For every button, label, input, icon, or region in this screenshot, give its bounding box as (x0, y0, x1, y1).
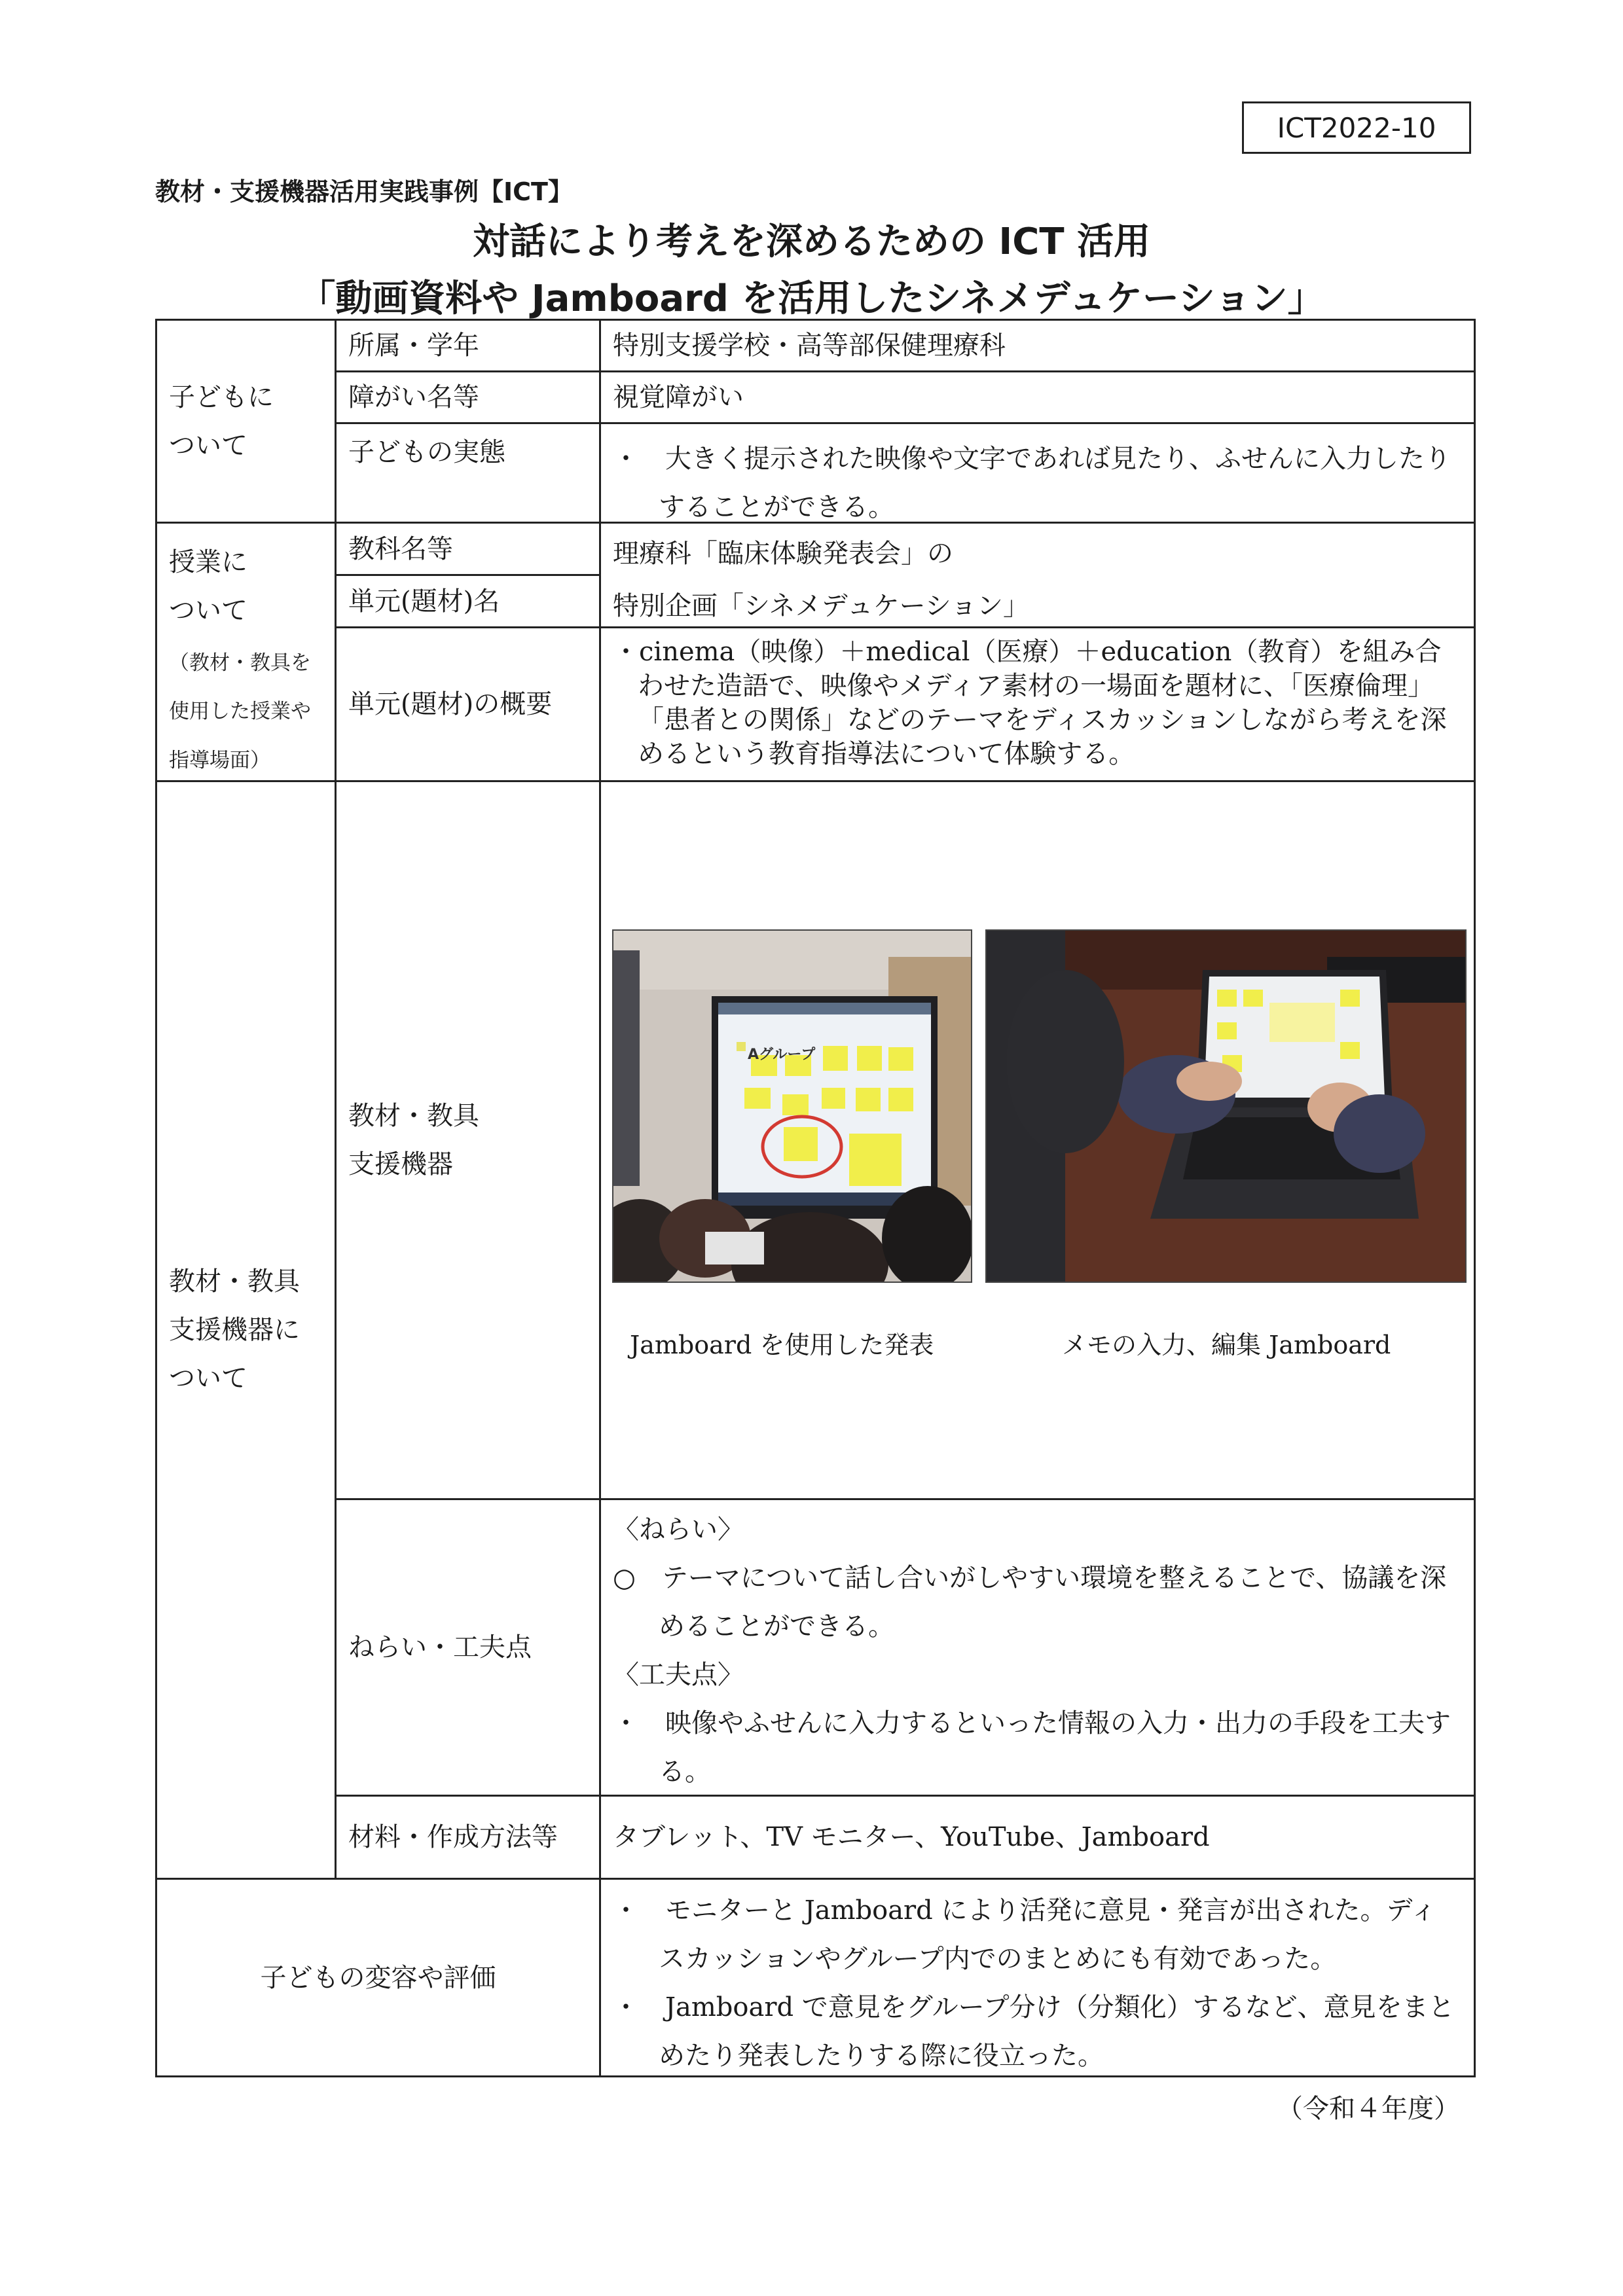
document-id: ICT2022-10 (1242, 101, 1471, 154)
photo1-caption: Jamboard を使用した発表 (630, 1331, 934, 1359)
children-group-label: 子どもに ついて (155, 319, 337, 524)
title-line-2: 「動画資料や Jamboard を活用したシネメデュケーション」 (299, 278, 1324, 320)
title-line-1: 対話により考えを深めるための ICT 活用 (472, 221, 1151, 263)
disability-value: 視覚障がい (599, 370, 1476, 424)
material-method-label: 材料・作成方法等 (335, 1795, 601, 1880)
fiscal-year: （令和４年度） (1277, 2094, 1460, 2124)
affiliation-value: 特別支援学校・高等部保健理療科 (599, 319, 1476, 372)
material-method-value: タブレット、TV モニター、YouTube、Jamboard (599, 1795, 1476, 1880)
lesson-group-sub: （教材・教具を使用した授業や指導場面） (169, 651, 311, 772)
subject-label: 教科名等 (335, 522, 601, 576)
aims-label: ねらい・工夫点 (335, 1498, 601, 1797)
subject-unit-value: 理療科「臨床体験発表会」の 特別企画「シネメデュケーション」 (599, 522, 1476, 628)
category-label: 教材・支援機器活用実践事例【ICT】 (155, 177, 573, 206)
evaluation-item-2: ・ Jamboard で意見をグループ分け（分類化）するなど、意見をまとめたり発表したりする際に役立った。 (613, 1992, 1455, 2071)
unit-label: 単元(題材)名 (335, 574, 601, 628)
condition-text: ・ 大きく提示された映像や文字であれば見たり、ふせんに入力したりすることができる。 (613, 444, 1451, 522)
overview-label: 単元(題材)の概要 (335, 626, 601, 782)
tools-label: 教材・教具 支援機器 (335, 780, 601, 1500)
aims-value (599, 1498, 1476, 1797)
materials-group-label: 教材・教具 支援機器に ついて (155, 780, 337, 1880)
overview-text: ・cinema（映像）＋medical（医療）＋education（教育）を組み合わせた造語で、映像やメディア素材の一場面を題材に、「医療倫理」「患者との関係」などのテーマをディスカッションしながら考えを深めるという教育指導法について体験する。 (613, 637, 1447, 769)
tips-text: ・ 映像やふせんに入力するといった情報の入力・出力の手段を工夫する。 (613, 1708, 1451, 1787)
disability-label: 障がい名等 (335, 370, 601, 424)
evaluation-value (599, 1878, 1476, 2077)
evaluation-label: 子どもの変容や評価 (155, 1878, 601, 2077)
tips-heading: 〈工夫点〉 (613, 1660, 744, 1690)
photo2-caption: メモの入力、編集 Jamboard (1062, 1331, 1391, 1359)
photo-presentation (612, 929, 972, 1283)
aims-text: ○ テーマについて話し合いがしやすい環境を整えることで、協議を深めることができる。 (613, 1563, 1447, 1641)
lesson-group (155, 522, 337, 782)
aims-heading: 〈ねらい〉 (613, 1515, 744, 1545)
lesson-group-label: 授業に ついて (169, 547, 247, 626)
evaluation-item-1: ・ モニターと Jamboard により活発に意見・発言が出された。ディスカッションやグループ内でのまとめにも有効であった。 (613, 1895, 1437, 1974)
tablet-scene (987, 931, 1467, 1283)
overview-value (599, 626, 1476, 782)
condition-label: 子どもの実態 (335, 422, 601, 524)
photo-tablet (985, 929, 1467, 1283)
affiliation-label: 所属・学年 (335, 319, 601, 372)
presentation-scene (613, 931, 972, 1283)
condition-value (599, 422, 1476, 524)
screen-heading: Aグループ (748, 1047, 816, 1063)
